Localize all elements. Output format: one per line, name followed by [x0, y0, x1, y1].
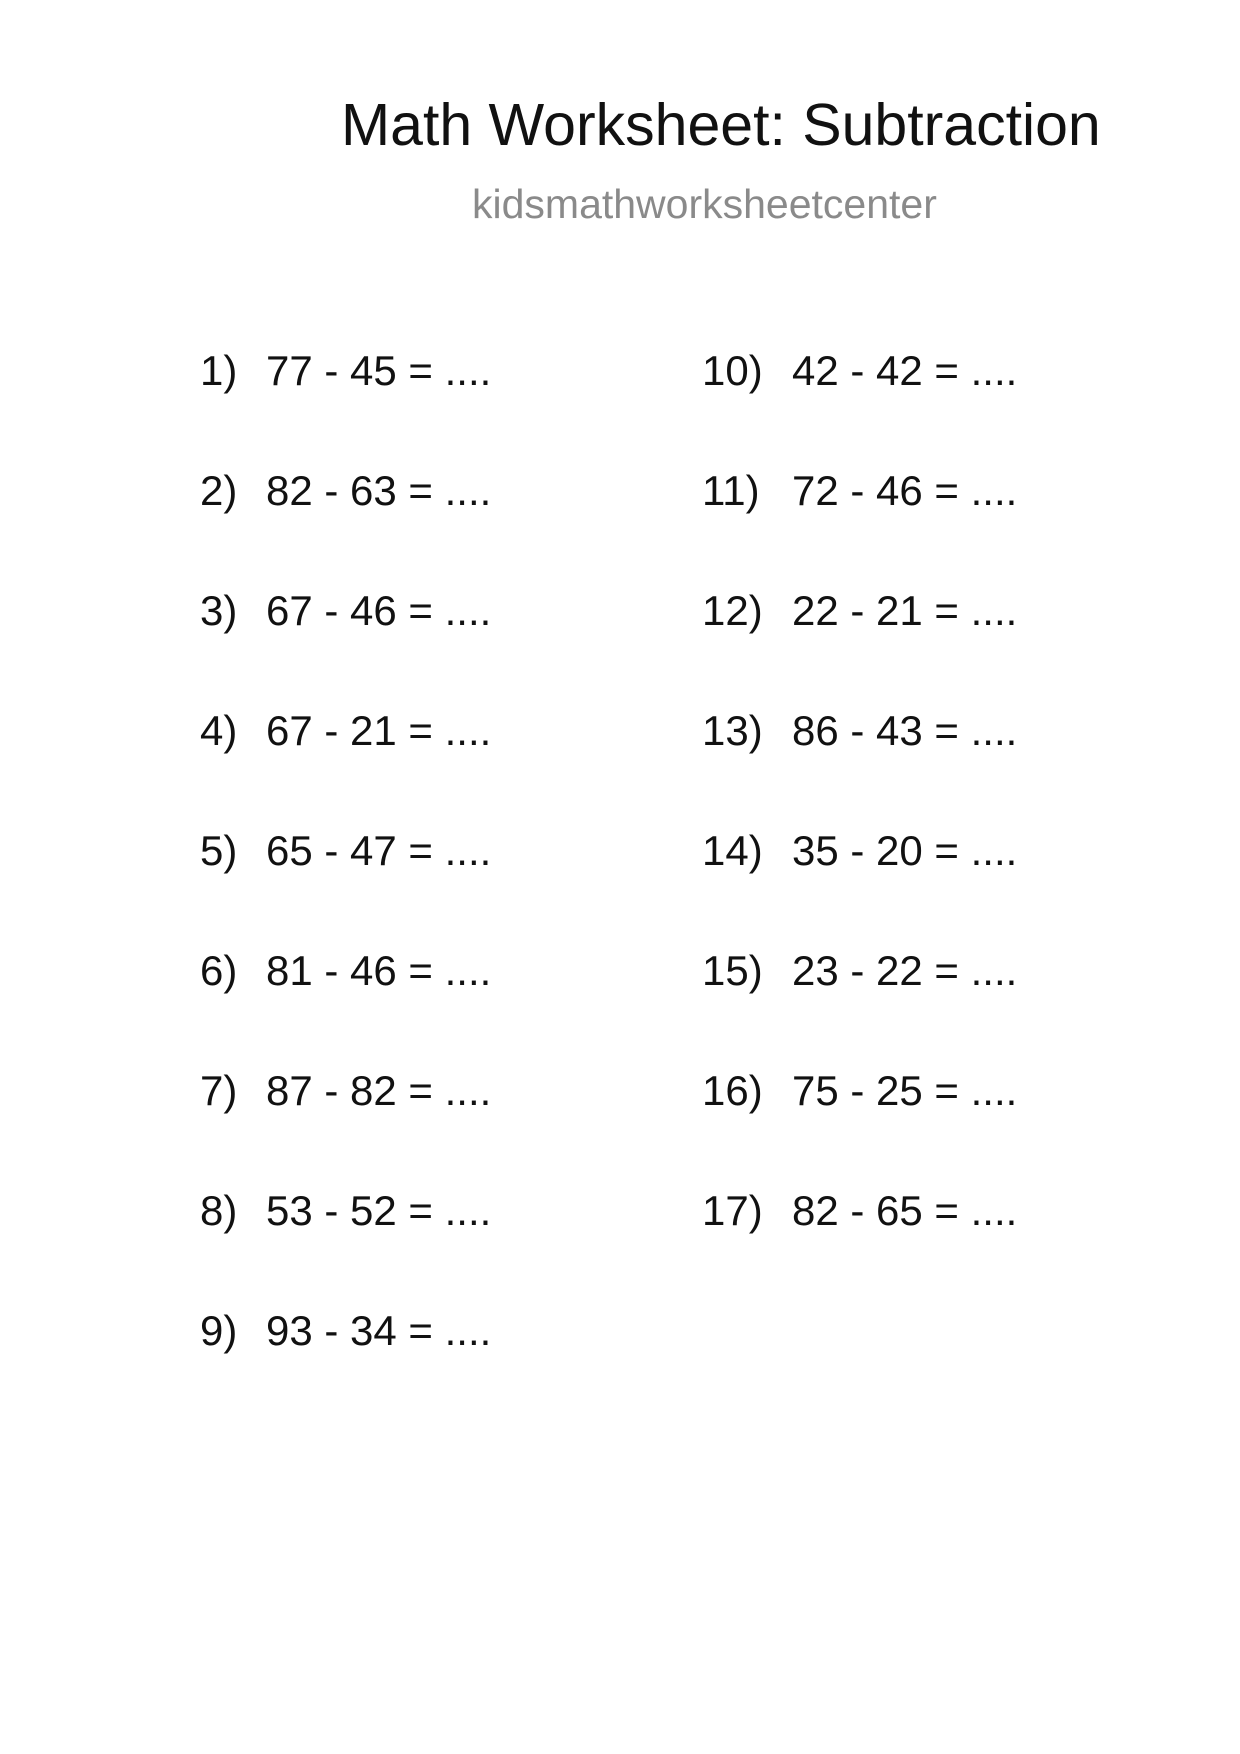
problem-number: 13) [702, 707, 763, 754]
problem-column-right [702, 347, 1018, 1310]
problem-item [702, 707, 1018, 830]
problem-expression: 35 - 20 = .... [792, 827, 1018, 874]
problem-expression: 77 - 45 = .... [266, 347, 492, 394]
problem-expression: 65 - 47 = .... [266, 827, 492, 874]
problem-number: 14) [702, 827, 763, 874]
problem-expression: 81 - 46 = .... [266, 947, 492, 994]
problem-item [200, 707, 492, 830]
problem-expression: 23 - 22 = .... [792, 947, 1018, 994]
problem-expression: 42 - 42 = .... [792, 347, 1018, 394]
problem-item [702, 1067, 1018, 1190]
problem-number: 11) [702, 467, 760, 514]
problem-item [702, 1187, 1018, 1310]
problem-number: 3) [200, 587, 238, 634]
problem-number: 6) [200, 947, 238, 994]
problem-item [200, 587, 492, 710]
problem-expression: 82 - 65 = .... [792, 1187, 1018, 1234]
problem-item [702, 947, 1018, 1070]
problem-item [200, 1307, 492, 1430]
problem-item [200, 827, 492, 950]
problem-item [702, 467, 1018, 590]
problem-expression: 22 - 21 = .... [792, 587, 1018, 634]
problem-expression: 86 - 43 = .... [792, 707, 1018, 754]
problem-item [200, 467, 492, 590]
problem-item [200, 1067, 492, 1190]
problem-item [200, 947, 492, 1070]
problem-expression: 72 - 46 = .... [792, 467, 1018, 514]
problem-expression: 93 - 34 = .... [266, 1307, 492, 1354]
problem-number: 4) [200, 707, 238, 754]
problem-item [702, 347, 1018, 470]
problem-number: 1) [200, 347, 238, 394]
problem-column-left [200, 347, 492, 1430]
problem-number: 17) [702, 1187, 763, 1234]
problem-number: 16) [702, 1067, 763, 1114]
problem-item [702, 827, 1018, 950]
problem-number: 12) [702, 587, 763, 634]
problem-number: 7) [200, 1067, 238, 1114]
problem-item [200, 347, 492, 470]
problem-item [200, 1187, 492, 1310]
problem-number: 10) [702, 347, 763, 394]
problem-item [702, 587, 1018, 710]
problem-number: 9) [200, 1307, 238, 1354]
problem-expression: 67 - 46 = .... [266, 587, 492, 634]
problem-expression: 53 - 52 = .... [266, 1187, 492, 1234]
problem-number: 5) [200, 827, 238, 874]
problem-expression: 75 - 25 = .... [792, 1067, 1018, 1114]
page-subtitle: kidsmathworksheetcenter [472, 181, 937, 227]
problem-number: 8) [200, 1187, 238, 1234]
problem-expression: 67 - 21 = .... [266, 707, 492, 754]
problem-expression: 87 - 82 = .... [266, 1067, 492, 1114]
page-title: Math Worksheet: Subtraction [341, 92, 1101, 158]
problem-number: 15) [702, 947, 763, 994]
problem-expression: 82 - 63 = .... [266, 467, 492, 514]
problem-number: 2) [200, 467, 238, 514]
